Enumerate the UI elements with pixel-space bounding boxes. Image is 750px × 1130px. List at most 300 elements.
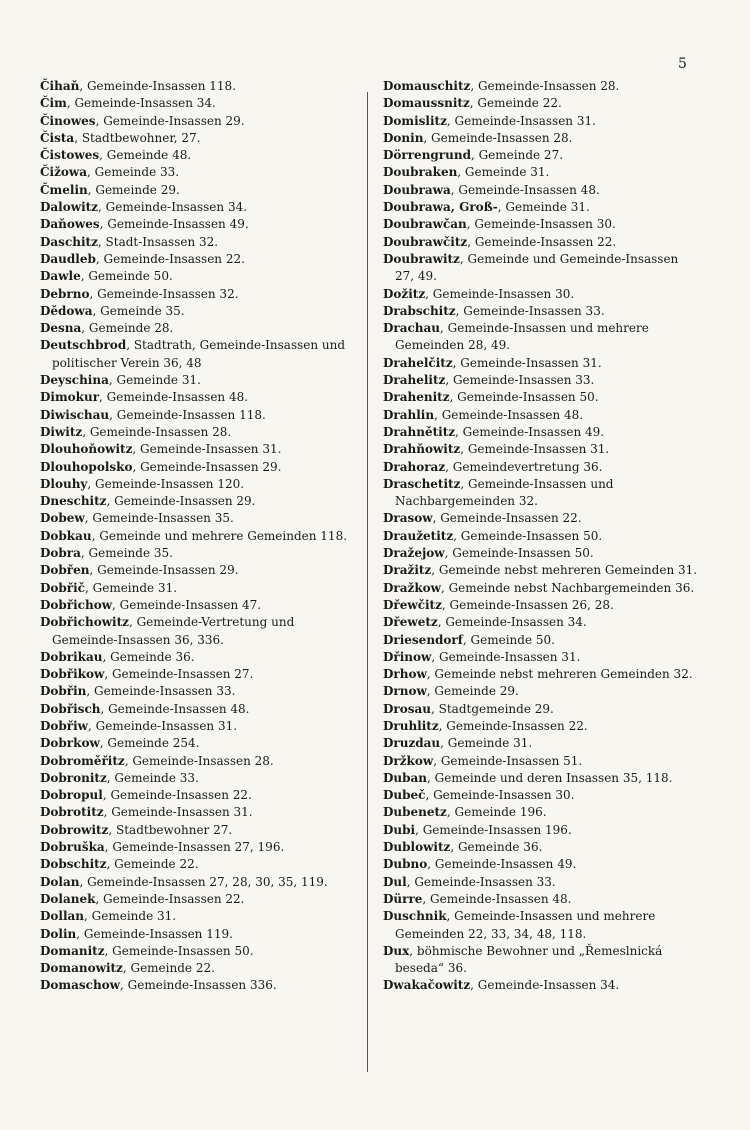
entry-details: , Gemeinde-Insassen 34.: [437, 615, 587, 630]
entry-details: , Gemeinde-Insassen 33.: [455, 303, 605, 318]
entry-details: , Gemeinde-Insassen 47.: [112, 597, 262, 612]
index-entry: [383, 113, 701, 130]
index-entry: [383, 286, 701, 303]
entry-details: , Gemeinde-Insassen 30.: [425, 788, 575, 803]
entry-details: , Gemeinde nebst Nachbargemeinden 36.: [440, 580, 695, 595]
entry-details: , Gemeinde-Insassen 118.: [79, 79, 237, 93]
index-entry: [383, 683, 701, 700]
entry-name: Dobew: [40, 511, 85, 526]
entry-details: , Gemeinde-Insassen 31.: [132, 442, 282, 457]
entry-details: , Gemeinde-Insassen 51.: [433, 753, 583, 768]
entry-details: , Gemeinde-Insassen 49.: [427, 857, 577, 872]
entry-details: , Gemeinde 22.: [106, 857, 199, 872]
entry-details: , Gemeinde 31.: [85, 580, 178, 595]
entry-details: , Gemeinde-Insassen 31.: [446, 113, 596, 128]
index-entry: [383, 95, 701, 112]
index-entry: [40, 804, 356, 821]
entry-details: , Gemeinde 31.: [457, 165, 550, 180]
entry-name: Dobronitz: [40, 770, 107, 785]
index-entry: [383, 839, 701, 856]
entry-details: , böhmische Bewohner und „Řemeslnická beseda“ 36.: [395, 943, 663, 976]
entry-details: , Gemeinde-Insassen 31.: [103, 805, 253, 820]
entry-name: Dobřichow: [40, 597, 113, 612]
entry-details: , Gemeinde 35.: [80, 546, 173, 561]
entry-name: Čistowes: [40, 148, 100, 163]
index-entry: [383, 303, 701, 320]
entry-name: Diwitz: [40, 424, 83, 439]
index-entry: [40, 926, 356, 943]
index-entry: [383, 597, 701, 614]
entry-details: , Gemeinde-Insassen 30.: [466, 217, 616, 232]
entry-name: Dlouhy: [40, 476, 88, 491]
entry-details: , Gemeinde 36.: [450, 840, 543, 855]
entry-details: , Gemeinde-Insassen 28.: [82, 424, 232, 439]
entry-name: Dobřen: [40, 563, 90, 578]
entry-name: Daňowes: [40, 217, 100, 232]
entry-details: , Gemeinde 50.: [80, 269, 173, 284]
entry-details: , Gemeinde und deren Insassen 35, 118.: [427, 770, 673, 785]
index-entry: [383, 355, 701, 372]
entry-details: , Gemeinde-Insassen 31.: [452, 355, 602, 370]
entry-details: , Gemeinde-Insassen 50.: [444, 546, 594, 561]
index-entry: [40, 822, 356, 839]
index-entry: [383, 891, 701, 908]
entry-name: Drahoraz: [383, 459, 446, 474]
entry-name: Doubraken: [383, 165, 458, 180]
entry-details: , Gemeinde-Insassen 22.: [95, 891, 245, 906]
index-entry: [383, 320, 701, 355]
entry-details: , Gemeinde-Insassen 26, 28.: [441, 597, 614, 612]
entry-details: , Gemeinde 29.: [426, 684, 519, 699]
index-column-right: [383, 78, 701, 995]
entry-name: Čista: [40, 130, 75, 145]
entry-name: Desna: [40, 321, 82, 336]
entry-name: Driesendorf: [383, 632, 463, 647]
entry-name: Dolan: [40, 874, 80, 889]
entry-name: Domaschow: [40, 978, 121, 993]
entry-details: , Gemeinde 22.: [122, 961, 215, 976]
entry-name: Dubno: [383, 857, 428, 872]
column-divider: [367, 92, 368, 1072]
entry-name: Dobra: [40, 546, 81, 561]
index-entry: [40, 459, 356, 476]
entry-name: Diwischau: [40, 407, 110, 422]
entry-name: Dřewčitz: [383, 597, 442, 612]
index-entry: [383, 424, 701, 441]
index-entry: [40, 95, 356, 112]
entry-name: Dobřin: [40, 684, 87, 699]
entry-name: Dědowa: [40, 303, 93, 318]
entry-name: Dublowitz: [383, 840, 451, 855]
index-entry: [40, 113, 356, 130]
entry-name: Držkow: [383, 753, 434, 768]
index-entry: [383, 822, 701, 839]
index-entry: [383, 735, 701, 752]
index-entry: [383, 614, 701, 631]
index-entry: [40, 874, 356, 891]
entry-name: Dubenetz: [383, 805, 447, 820]
entry-details: , Gemeinde 31.: [497, 200, 590, 215]
entry-name: Drasow: [383, 511, 433, 526]
index-entry: [40, 216, 356, 233]
index-entry: [383, 804, 701, 821]
entry-name: Dubi: [383, 822, 416, 837]
entry-name: Dubeč: [383, 788, 426, 803]
entry-details: , Gemeinde-Insassen 50.: [449, 390, 599, 405]
entry-name: Doubrawitz: [383, 251, 460, 266]
entry-name: Drosau: [383, 701, 431, 716]
entry-details: , Gemeinde-Insassen 196.: [415, 822, 572, 837]
entry-details: , Gemeinde 196.: [446, 805, 547, 820]
entry-details: , Stadtbewohner, 27.: [74, 130, 201, 145]
entry-details: , Gemeinde-Insassen 48.: [99, 390, 249, 405]
index-entry: [383, 874, 701, 891]
entry-details: , Stadt-Insassen 32.: [97, 234, 219, 249]
index-entry: [40, 770, 356, 787]
index-entry: [40, 908, 356, 925]
index-entry: [383, 476, 701, 511]
entry-name: Dimokur: [40, 390, 100, 405]
index-entry: [383, 666, 701, 683]
entry-details: , Gemeinde-Insassen 31.: [460, 442, 610, 457]
entry-name: Dožitz: [383, 286, 426, 301]
entry-name: Domauschitz: [383, 79, 471, 93]
entry-name: Dneschitz: [40, 494, 107, 509]
entry-details: , Gemeinde-Insassen 34.: [470, 978, 620, 993]
entry-details: , Gemeinde-Insassen 29.: [106, 494, 256, 509]
index-entry: [40, 891, 356, 908]
entry-details: , Gemeinde-Insassen 49.: [455, 424, 605, 439]
index-entry: [383, 164, 701, 181]
index-entry: [40, 78, 356, 95]
entry-details: , Gemeinde 27.: [470, 148, 564, 163]
entry-name: Doubrawa: [383, 182, 451, 197]
index-entry: [40, 337, 356, 372]
entry-name: Dobroměřitz: [40, 753, 125, 768]
entry-name: Drahelčitz: [383, 355, 453, 370]
index-entry: [40, 787, 356, 804]
entry-details: , Gemeinde-Insassen 119.: [76, 926, 233, 941]
entry-details: , Gemeinde-Insassen 27, 196.: [104, 840, 285, 855]
entry-details: , Gemeinde-Insassen 49.: [99, 217, 249, 232]
entry-name: Drachau: [383, 321, 441, 336]
entry-details: , Gemeinde nebst mehreren Gemeinden 31.: [431, 563, 698, 578]
entry-name: Deyschina: [40, 373, 109, 388]
index-entry: [383, 562, 701, 579]
index-entry: [383, 632, 701, 649]
entry-name: Drnow: [383, 684, 427, 699]
entry-name: Dürre: [383, 891, 423, 906]
index-entry: [383, 199, 701, 216]
entry-details: , Gemeinde-Insassen 336.: [120, 978, 277, 993]
entry-name: Dobropul: [40, 788, 103, 803]
index-entry: [383, 649, 701, 666]
entry-details: , Gemeinde-Insassen 31.: [88, 718, 238, 733]
entry-name: Duban: [383, 770, 428, 785]
entry-name: Draužetitz: [383, 528, 454, 543]
index-entry: [383, 718, 701, 735]
entry-details: , Gemeinde-Insassen 48.: [434, 407, 584, 422]
entry-name: Drabschitz: [383, 303, 456, 318]
entry-name: Dražitz: [383, 563, 432, 578]
entry-name: Druzdau: [383, 736, 441, 751]
index-entry: [383, 753, 701, 770]
entry-details: , Gemeinde und mehrere Gemeinden 118.: [91, 528, 348, 543]
entry-name: Domanowitz: [40, 961, 123, 976]
entry-details: , Gemeinde 22.: [469, 96, 562, 111]
index-entry: [40, 528, 356, 545]
entry-details: , Gemeinde 31.: [440, 736, 533, 751]
entry-details: , Gemeinde 31.: [108, 373, 201, 388]
index-entry: [40, 407, 356, 424]
entry-name: Dobrkow: [40, 736, 100, 751]
entry-details: , Gemeinde-Insassen 29.: [132, 459, 282, 474]
index-entry: [40, 320, 356, 337]
entry-name: Debrno: [40, 286, 90, 301]
entry-name: Domislitz: [383, 113, 447, 128]
entry-name: Drhow: [383, 667, 427, 682]
index-entry: [40, 147, 356, 164]
index-column-left: [40, 78, 356, 995]
index-entry: [40, 580, 356, 597]
entry-details: , Gemeinde-Insassen 22.: [95, 251, 245, 266]
index-entry: [383, 441, 701, 458]
entry-details: , Gemeinde-Insassen 33.: [86, 684, 236, 699]
entry-details: , Gemeinde-Insassen 48.: [450, 182, 600, 197]
entry-details: , Gemeinde-Insassen 28.: [470, 79, 620, 93]
entry-details: , Gemeinde-Insassen 28.: [124, 753, 274, 768]
entry-details: , Gemeinde nebst mehreren Gemeinden 32.: [426, 667, 693, 682]
entry-name: Dolin: [40, 926, 77, 941]
index-entry: [40, 701, 356, 718]
index-entry: [40, 562, 356, 579]
index-entry: [40, 753, 356, 770]
entry-details: , Gemeinde 48.: [99, 148, 192, 163]
entry-name: Domaussnitz: [383, 96, 470, 111]
entry-name: Dřinow: [383, 649, 432, 664]
entry-name: Dux: [383, 943, 410, 958]
entry-details: , Gemeinde-Insassen und mehrere Gemeinden 28, 49.: [395, 321, 649, 353]
index-entry: [40, 614, 356, 649]
entry-details: , Gemeinde 28.: [81, 321, 174, 336]
index-entry: [383, 78, 701, 95]
entry-name: Doubrawa, Groß-: [383, 200, 498, 215]
entry-details: , Gemeinde-Vertretung und Gemeinde-Insassen 36, 336.: [52, 615, 295, 647]
entry-name: Dobřikow: [40, 667, 105, 682]
entry-name: Čim: [40, 96, 67, 111]
index-entry: [40, 130, 356, 147]
entry-name: Dobřisch: [40, 701, 101, 716]
entry-details: , Gemeinde-Insassen 33.: [406, 874, 556, 889]
index-entry: [383, 977, 701, 994]
entry-details: , Gemeinde 36.: [102, 649, 195, 664]
entry-name: Dul: [383, 874, 407, 889]
entry-details: , Gemeindevertretung 36.: [445, 459, 603, 474]
entry-name: Čihaň: [40, 79, 80, 93]
entry-details: , Gemeinde-Insassen 33.: [445, 373, 595, 388]
entry-details: , Gemeinde-Insassen und Nachbargemeinden 32.: [395, 476, 614, 509]
entry-details: , Gemeinde-Insassen 27.: [104, 667, 254, 682]
entry-name: Dwakačowitz: [383, 978, 471, 993]
entry-details: , Gemeinde 33.: [87, 165, 180, 180]
entry-name: Dřewetz: [383, 615, 438, 630]
entry-details: , Gemeinde-Insassen 22.: [438, 718, 588, 733]
entry-details: , Gemeinde-Insassen 32.: [89, 286, 239, 301]
entry-name: Drahnětitz: [383, 424, 456, 439]
entry-details: , Gemeinde-Insassen 22.: [432, 511, 582, 526]
entry-details: , Gemeinde-Insassen 50.: [104, 943, 254, 958]
index-entry: [383, 182, 701, 199]
entry-details: , Gemeinde-Insassen 29.: [95, 113, 245, 128]
index-entry: [383, 787, 701, 804]
index-entry: [40, 943, 356, 960]
entry-details: , Gemeinde 50.: [462, 632, 555, 647]
index-entry: [40, 234, 356, 251]
index-entry: [383, 147, 701, 164]
entry-name: Dobrotitz: [40, 805, 104, 820]
entry-name: Drahňowitz: [383, 442, 461, 457]
index-entry: [383, 372, 701, 389]
index-entry: [40, 424, 356, 441]
entry-name: Duschnik: [383, 909, 447, 924]
index-entry: [383, 856, 701, 873]
entry-details: , Gemeinde 31.: [84, 909, 177, 924]
entry-details: , Gemeinde 33.: [106, 770, 199, 785]
entry-name: Domanitz: [40, 943, 105, 958]
entry-details: , Gemeinde 254.: [99, 736, 200, 751]
index-entry: [40, 683, 356, 700]
entry-name: Dobkau: [40, 528, 92, 543]
index-entry: [383, 943, 701, 978]
entry-name: Drahelitz: [383, 373, 446, 388]
index-entry: [383, 908, 701, 943]
index-entry: [40, 303, 356, 320]
entry-name: Dörrengrund: [383, 148, 471, 163]
index-entry: [40, 666, 356, 683]
index-entry: [383, 580, 701, 597]
entry-details: , Gemeinde-Insassen 120.: [87, 476, 245, 491]
entry-name: Drahlin: [383, 407, 435, 422]
entry-details: , Stadtgemeinde 29.: [431, 701, 554, 716]
index-entry: [40, 856, 356, 873]
index-entry: [383, 251, 701, 286]
entry-details: , Gemeinde-Insassen und mehrere Gemeinden 22, 33, 34, 48, 118.: [395, 909, 656, 941]
index-entry: [40, 286, 356, 303]
index-entry: [383, 528, 701, 545]
entry-name: Čmelin: [40, 182, 88, 197]
entry-name: Dlouhopolsko: [40, 459, 133, 474]
entry-details: , Gemeinde-Insassen 35.: [84, 511, 234, 526]
entry-name: Doubrawčitz: [383, 234, 468, 249]
index-entry: [40, 199, 356, 216]
entry-name: Deutschbrod: [40, 338, 127, 353]
index-entry: [383, 216, 701, 233]
entry-details: , Gemeinde-Insassen 48.: [422, 891, 572, 906]
entry-details: , Gemeinde-Insassen 34.: [98, 200, 248, 215]
entry-details: , Gemeinde 35.: [92, 303, 185, 318]
entry-name: Dlouhoňowitz: [40, 442, 133, 457]
entry-details: , Gemeinde-Insassen 48.: [100, 701, 250, 716]
entry-details: , Gemeinde und Gemeinde-Insassen 27, 49.: [395, 251, 679, 284]
index-entry: [383, 701, 701, 718]
index-entry: [383, 389, 701, 406]
entry-name: Dobrowitz: [40, 822, 109, 837]
index-entry: [40, 182, 356, 199]
index-entry: [40, 839, 356, 856]
entry-name: Dalowitz: [40, 200, 98, 215]
entry-details: , Gemeinde-Insassen 22.: [467, 234, 617, 249]
index-entry: [40, 977, 356, 994]
entry-details: , Gemeinde 29.: [87, 182, 180, 197]
index-entry: [383, 234, 701, 251]
index-entry: [40, 372, 356, 389]
entry-name: Dolanek: [40, 891, 96, 906]
entry-name: Drahenitz: [383, 390, 450, 405]
entry-name: Dawle: [40, 269, 81, 284]
entry-details: , Gemeinde-Insassen 34.: [66, 96, 216, 111]
entry-name: Dobschitz: [40, 857, 107, 872]
entry-name: Doubrawčan: [383, 217, 467, 232]
entry-details: , Stadtbewohner 27.: [108, 822, 233, 837]
index-entry: [40, 441, 356, 458]
entry-name: Dražkow: [383, 580, 441, 595]
entry-details: , Gemeinde-Insassen 27, 28, 30, 35, 119.: [79, 874, 328, 889]
index-entry: [383, 545, 701, 562]
entry-name: Čižowa: [40, 165, 88, 180]
index-entry: [383, 459, 701, 476]
entry-name: Dobřichowitz: [40, 615, 129, 630]
entry-name: Dobřiw: [40, 718, 89, 733]
entry-name: Daschitz: [40, 234, 98, 249]
entry-name: Druhlitz: [383, 718, 439, 733]
index-entry: [40, 960, 356, 977]
index-entry: [40, 389, 356, 406]
entry-name: Dobrikau: [40, 649, 103, 664]
index-entry: [40, 735, 356, 752]
entry-name: Draschetitz: [383, 476, 461, 491]
entry-details: , Gemeinde-Insassen 30.: [425, 286, 575, 301]
entry-details: , Stadtrath, Gemeinde-Insassen und politischer Verein 36, 48: [52, 338, 346, 370]
entry-details: , Gemeinde-Insassen 28.: [423, 130, 573, 145]
entry-name: Dollan: [40, 909, 85, 924]
entry-details: , Gemeinde-Insassen 22.: [102, 788, 252, 803]
entry-name: Daudleb: [40, 251, 96, 266]
index-entry: [40, 476, 356, 493]
entry-details: , Gemeinde-Insassen 29.: [89, 563, 239, 578]
entry-details: , Gemeinde-Insassen 50.: [453, 528, 603, 543]
entry-name: Dobruška: [40, 840, 105, 855]
index-entry: [40, 597, 356, 614]
entry-details: , Gemeinde-Insassen 31.: [431, 649, 581, 664]
index-entry: [383, 407, 701, 424]
index-entry: [40, 268, 356, 285]
entry-name: Dražejow: [383, 546, 445, 561]
page-number: 5: [678, 56, 687, 72]
entry-details: , Gemeinde-Insassen 118.: [109, 407, 266, 422]
entry-name: Donin: [383, 130, 424, 145]
index-entry: [40, 510, 356, 527]
index-entry: [40, 649, 356, 666]
entry-name: Dobřič: [40, 580, 85, 595]
index-entry: [383, 130, 701, 147]
index-entry: [40, 718, 356, 735]
index-entry: [40, 493, 356, 510]
index-entry: [383, 510, 701, 527]
index-entry: [40, 545, 356, 562]
index-entry: [383, 770, 701, 787]
index-entry: [40, 251, 356, 268]
entry-name: Činowes: [40, 113, 96, 128]
